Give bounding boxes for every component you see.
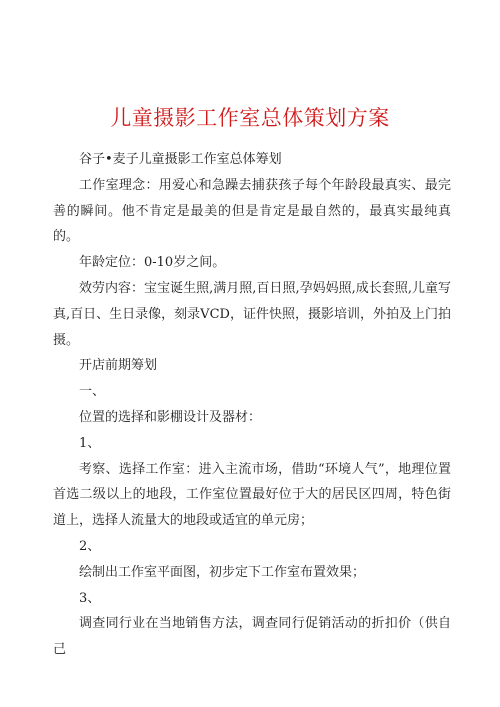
paragraph-location-heading: 位置的选择和影棚设计及器材： — [79, 409, 262, 425]
paragraph-market-survey: 调查同行业在当地销售方法，调查同行促销活动的折扣价（供自己 — [53, 616, 451, 658]
paragraph-site-selection: 考察、选择工作室：进入主流市场，借助“环境人气”，地理位置首选二级以上的地段，工作室位置最好位于大的居民区四周，特色街道上，选择人流量大的地段或适宜的单元房； — [53, 461, 451, 529]
paragraph-item-3-marker: 3、 — [79, 590, 101, 606]
document-body — [53, 147, 451, 663]
paragraph-age-range: 年龄定位：0-10岁之间。 — [79, 255, 226, 271]
paragraph-item-2-marker: 2、 — [79, 538, 101, 554]
paragraph-services: 效劳内容：宝宝诞生照,满月照,百日照,孕妈妈照,成长套照,儿童写真,百日、生日录像，刻录VCD，证件快照，摄影培训，外拍及上门拍摄。 — [53, 280, 451, 348]
paragraph-studio-name: 谷子•麦子儿童摄影工作室总体筹划 — [79, 152, 282, 167]
paragraph-section-one-marker: 一、 — [79, 384, 106, 400]
paragraph-pre-opening-heading: 开店前期筹划 — [79, 358, 158, 374]
paragraph-item-1-marker: 1、 — [79, 435, 101, 451]
paragraph-floor-plan: 绘制出工作室平面图，初步定下工作室布置效果； — [79, 564, 366, 580]
paragraph-studio-philosophy: 工作室理念：用爱心和急躁去捕获孩子每个年龄段最真实、最完善的瞬间。他不肯定是最美的但是肯定是最自然的，最真实最纯真的。 — [53, 177, 451, 245]
document-title: 儿童摄影工作室总体策划方案 — [110, 106, 390, 130]
